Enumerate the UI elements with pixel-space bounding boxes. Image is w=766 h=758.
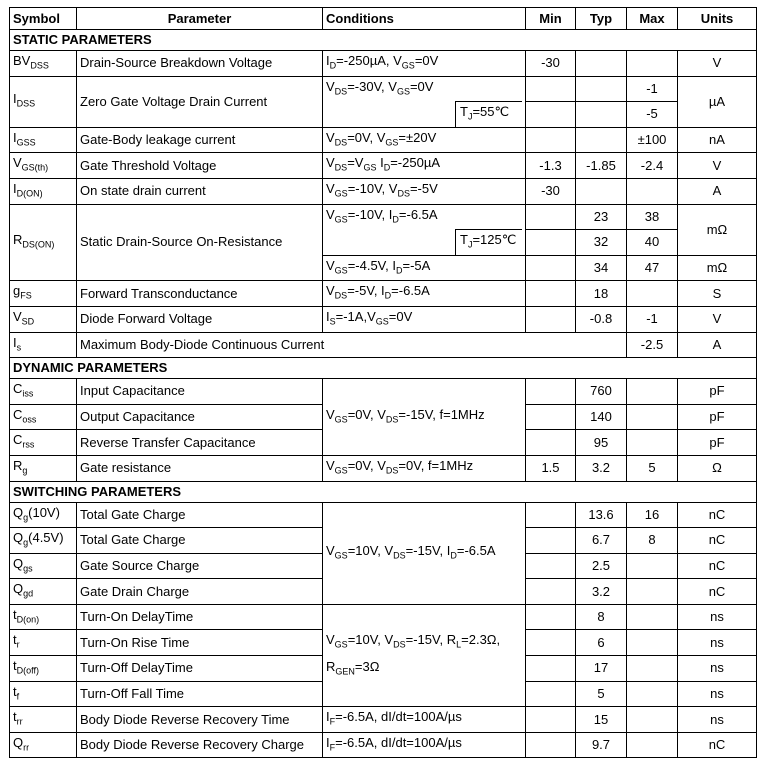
condition-cell: $V_{DS}=V_{GS}$ $I_D=-250\mu A$ bbox=[323, 153, 526, 179]
unit-cell: µA bbox=[678, 76, 757, 127]
symbol-cell: $C_{rss}$ bbox=[10, 430, 77, 456]
condition-cell: $V_{GS}=-10V$, $I_D=-6.5A$ $T_J=125℃$ bbox=[323, 204, 526, 255]
symbol-cell: $Q_g(4.5V)$ bbox=[10, 528, 77, 554]
symbol-cell: $t_f$ bbox=[10, 681, 77, 707]
symbol-cell: $C_{oss}$ bbox=[10, 404, 77, 430]
min-cell bbox=[526, 430, 576, 456]
symbol-cell: $I_{DSS}$ bbox=[10, 76, 77, 127]
typ-cell: 3.2 bbox=[576, 579, 627, 605]
header-conditions: Conditions bbox=[323, 8, 526, 30]
symbol-cell: $R_g$ bbox=[10, 455, 77, 481]
min-cell bbox=[526, 502, 576, 528]
parameter-cell: Reverse Transfer Capacitance bbox=[77, 430, 323, 456]
symbol-cell: $I_{GSS}$ bbox=[10, 127, 77, 153]
typ-cell: 6.7 bbox=[576, 528, 627, 554]
parameter-cell: Forward Transconductance bbox=[77, 281, 323, 307]
parameter-cell: Static Drain-Source On-Resistance bbox=[77, 204, 323, 281]
condition-cell: $I_F=-6.5A$, dI/dt=100A/µs bbox=[323, 707, 526, 733]
header-parameter: Parameter bbox=[77, 8, 323, 30]
parameter-cell: Turn-On DelayTime bbox=[77, 604, 323, 630]
header-row bbox=[10, 8, 757, 30]
min-cell: -1.3 bbox=[526, 153, 576, 179]
max-cell bbox=[627, 553, 678, 579]
parameter-cell: Turn-Off Fall Time bbox=[77, 681, 323, 707]
unit-cell: nC bbox=[678, 528, 757, 554]
symbol-cell: $Q_{rr}$ bbox=[10, 732, 77, 758]
min-cell bbox=[526, 656, 576, 682]
parameter-cell: Maximum Body-Diode Continuous Current bbox=[77, 332, 627, 358]
symbol-cell: $V_{GS(th)}$ bbox=[10, 153, 77, 179]
unit-cell: nC bbox=[678, 553, 757, 579]
unit-cell: A bbox=[678, 332, 757, 358]
condition-cell: $I_F=-6.5A$, dI/dt=100A/µs bbox=[323, 732, 526, 758]
typ-cell: 15 bbox=[576, 707, 627, 733]
max-cell bbox=[627, 656, 678, 682]
section-static: STATIC PARAMETERS bbox=[10, 30, 757, 51]
header-symbol: Symbol bbox=[10, 8, 77, 30]
max-cell: 8 bbox=[627, 528, 678, 554]
symbol-cell: $Q_g(10V)$ bbox=[10, 502, 77, 528]
symbol-cell: $I_s$ bbox=[10, 332, 77, 358]
symbol-cell: $Q_{gs}$ bbox=[10, 553, 77, 579]
max-cell bbox=[627, 430, 678, 456]
condition-cell: $V_{GS}=-4.5V$, $I_D=-5A$ bbox=[323, 255, 526, 281]
typ-cell: 17 bbox=[576, 656, 627, 682]
typ-cell: 3.2 bbox=[576, 455, 627, 481]
min-cell bbox=[526, 681, 576, 707]
unit-cell: pF bbox=[678, 404, 757, 430]
condition-cell: $V_{DS}=-30V$, $V_{GS}=0V$ $T_J=55℃$ bbox=[323, 76, 526, 127]
unit-cell: mΩ bbox=[678, 255, 757, 281]
min-cell bbox=[526, 604, 576, 630]
unit-cell: nC bbox=[678, 502, 757, 528]
unit-cell: ns bbox=[678, 604, 757, 630]
table-row bbox=[10, 281, 757, 307]
unit-cell: V bbox=[678, 153, 757, 179]
table-row bbox=[10, 332, 757, 358]
section-dynamic: DYNAMIC PARAMETERS bbox=[10, 358, 757, 379]
unit-cell: pF bbox=[678, 379, 757, 405]
unit-cell: S bbox=[678, 281, 757, 307]
condition-cell: $V_{GS}=-10V$, $V_{DS}=-5V$ bbox=[323, 178, 526, 204]
parameter-cell: Drain-Source Breakdown Voltage bbox=[77, 51, 323, 77]
min-cell bbox=[526, 127, 576, 153]
max-cell: 40 bbox=[627, 230, 678, 256]
parameter-cell: Gate-Body leakage current bbox=[77, 127, 323, 153]
symbol-cell: $Q_{gd}$ bbox=[10, 579, 77, 605]
header-min: Min bbox=[526, 8, 576, 30]
section-switching: SWITCHING PARAMETERS bbox=[10, 481, 757, 502]
max-cell: -2.5 bbox=[627, 332, 678, 358]
unit-cell: A bbox=[678, 178, 757, 204]
unit-cell: nC bbox=[678, 579, 757, 605]
unit-cell: nC bbox=[678, 732, 757, 758]
table-row bbox=[10, 51, 757, 77]
min-cell bbox=[526, 76, 576, 102]
typ-cell bbox=[576, 76, 627, 102]
parameter-cell: Gate resistance bbox=[77, 455, 323, 481]
typ-cell: 32 bbox=[576, 230, 627, 256]
parameter-cell: Output Capacitance bbox=[77, 404, 323, 430]
table-row bbox=[10, 204, 757, 230]
min-cell bbox=[526, 255, 576, 281]
unit-cell: pF bbox=[678, 430, 757, 456]
min-cell bbox=[526, 281, 576, 307]
parameter-cell: Body Diode Reverse Recovery Charge bbox=[77, 732, 323, 758]
typ-cell: 18 bbox=[576, 281, 627, 307]
typ-cell bbox=[576, 102, 627, 128]
table-row bbox=[10, 502, 757, 528]
header-units: Units bbox=[678, 8, 757, 30]
symbol-cell: $t_{D(off)}$ bbox=[10, 656, 77, 682]
typ-cell: 34 bbox=[576, 255, 627, 281]
symbol-cell: $g_{FS}$ bbox=[10, 281, 77, 307]
unit-cell: V bbox=[678, 306, 757, 332]
max-cell: 38 bbox=[627, 204, 678, 230]
min-cell bbox=[526, 528, 576, 554]
tj-label: $T_J=125℃$ bbox=[455, 229, 522, 255]
min-cell bbox=[526, 230, 576, 256]
typ-cell bbox=[576, 127, 627, 153]
condition-cell: $V_{DS}=0V$, $V_{GS}=\pm 20V$ bbox=[323, 127, 526, 153]
max-cell: -1 bbox=[627, 76, 678, 102]
min-cell: -30 bbox=[526, 51, 576, 77]
tj-label: $T_J=55℃$ bbox=[455, 101, 522, 127]
condition-cell: $V_{GS}=10V$, $V_{DS}=-15V$, $R_L=2.3\Omega$, $R_{GEN}=3\Omega$ bbox=[323, 604, 526, 706]
max-cell bbox=[627, 281, 678, 307]
table-row bbox=[10, 153, 757, 179]
typ-cell bbox=[576, 51, 627, 77]
table-row bbox=[10, 76, 757, 102]
max-cell: 5 bbox=[627, 455, 678, 481]
unit-cell: mΩ bbox=[678, 204, 757, 255]
table-row bbox=[10, 379, 757, 405]
unit-cell: ns bbox=[678, 630, 757, 656]
typ-cell: 95 bbox=[576, 430, 627, 456]
symbol-cell: $t_r$ bbox=[10, 630, 77, 656]
condition-cell: $I_D=-250\mu A$, $V_{GS}=0V$ bbox=[323, 51, 526, 77]
typ-cell: 13.6 bbox=[576, 502, 627, 528]
parameter-cell: Gate Drain Charge bbox=[77, 579, 323, 605]
min-cell bbox=[526, 204, 576, 230]
condition-cell: $V_{DS}=-5V$, $I_D=-6.5A$ bbox=[323, 281, 526, 307]
header-max: Max bbox=[627, 8, 678, 30]
symbol-cell: $t_{rr}$ bbox=[10, 707, 77, 733]
table-row bbox=[10, 732, 757, 758]
unit-cell: Ω bbox=[678, 455, 757, 481]
symbol-cell: $C_{iss}$ bbox=[10, 379, 77, 405]
parameter-cell: Total Gate Charge bbox=[77, 502, 323, 528]
electrical-characteristics-table bbox=[9, 7, 757, 758]
unit-cell: nA bbox=[678, 127, 757, 153]
symbol-cell: $R_{DS(ON)}$ bbox=[10, 204, 77, 281]
parameter-cell: Turn-Off DelayTime bbox=[77, 656, 323, 682]
typ-cell: 760 bbox=[576, 379, 627, 405]
min-cell bbox=[526, 553, 576, 579]
typ-cell: 8 bbox=[576, 604, 627, 630]
symbol-cell: $I_{D(ON)}$ bbox=[10, 178, 77, 204]
min-cell bbox=[526, 306, 576, 332]
typ-cell: 2.5 bbox=[576, 553, 627, 579]
typ-cell: -1.85 bbox=[576, 153, 627, 179]
symbol-cell: $V_{SD}$ bbox=[10, 306, 77, 332]
max-cell bbox=[627, 707, 678, 733]
typ-cell: 23 bbox=[576, 204, 627, 230]
max-cell: -1 bbox=[627, 306, 678, 332]
max-cell: -5 bbox=[627, 102, 678, 128]
typ-cell bbox=[576, 178, 627, 204]
condition-cell: $V_{GS}=0V$, $V_{DS}=-15V$, f=1MHz bbox=[323, 379, 526, 456]
typ-cell: 9.7 bbox=[576, 732, 627, 758]
typ-cell: 6 bbox=[576, 630, 627, 656]
header-typ: Typ bbox=[576, 8, 627, 30]
parameter-cell: Input Capacitance bbox=[77, 379, 323, 405]
max-cell bbox=[627, 404, 678, 430]
condition-cell: $V_{GS}=10V$, $V_{DS}=-15V$, $I_D=-6.5A$ bbox=[323, 502, 526, 604]
min-cell bbox=[526, 707, 576, 733]
table-row bbox=[10, 127, 757, 153]
max-cell bbox=[627, 604, 678, 630]
max-cell bbox=[627, 51, 678, 77]
max-cell: 16 bbox=[627, 502, 678, 528]
table-row bbox=[10, 707, 757, 733]
typ-cell: 140 bbox=[576, 404, 627, 430]
condition-cell: $I_S=-1A,V_{GS}=0V$ bbox=[323, 306, 526, 332]
unit-cell: ns bbox=[678, 656, 757, 682]
max-cell: ±100 bbox=[627, 127, 678, 153]
max-cell: -2.4 bbox=[627, 153, 678, 179]
typ-cell: 5 bbox=[576, 681, 627, 707]
parameter-cell: Body Diode Reverse Recovery Time bbox=[77, 707, 323, 733]
table-row bbox=[10, 178, 757, 204]
min-cell bbox=[526, 404, 576, 430]
max-cell bbox=[627, 630, 678, 656]
symbol-cell: $t_{D(on)}$ bbox=[10, 604, 77, 630]
parameter-cell: Gate Threshold Voltage bbox=[77, 153, 323, 179]
min-cell bbox=[526, 579, 576, 605]
min-cell bbox=[526, 732, 576, 758]
max-cell: 47 bbox=[627, 255, 678, 281]
parameter-cell: Gate Source Charge bbox=[77, 553, 323, 579]
max-cell bbox=[627, 732, 678, 758]
parameter-cell: Diode Forward Voltage bbox=[77, 306, 323, 332]
min-cell bbox=[526, 102, 576, 128]
parameter-cell: Turn-On Rise Time bbox=[77, 630, 323, 656]
min-cell: -30 bbox=[526, 178, 576, 204]
min-cell: 1.5 bbox=[526, 455, 576, 481]
unit-cell: V bbox=[678, 51, 757, 77]
max-cell bbox=[627, 579, 678, 605]
parameter-cell: Zero Gate Voltage Drain Current bbox=[77, 76, 323, 127]
max-cell bbox=[627, 178, 678, 204]
min-cell bbox=[526, 630, 576, 656]
max-cell bbox=[627, 681, 678, 707]
parameter-cell: Total Gate Charge bbox=[77, 528, 323, 554]
table-row bbox=[10, 604, 757, 630]
max-cell bbox=[627, 379, 678, 405]
parameter-cell: On state drain current bbox=[77, 178, 323, 204]
unit-cell: ns bbox=[678, 707, 757, 733]
typ-cell: -0.8 bbox=[576, 306, 627, 332]
table-row bbox=[10, 306, 757, 332]
symbol-cell: $BV_{DSS}$ bbox=[10, 51, 77, 77]
table-row bbox=[10, 455, 757, 481]
unit-cell: ns bbox=[678, 681, 757, 707]
condition-cell: $V_{GS}=0V$, $V_{DS}=0V$, f=1MHz bbox=[323, 455, 526, 481]
min-cell bbox=[526, 379, 576, 405]
